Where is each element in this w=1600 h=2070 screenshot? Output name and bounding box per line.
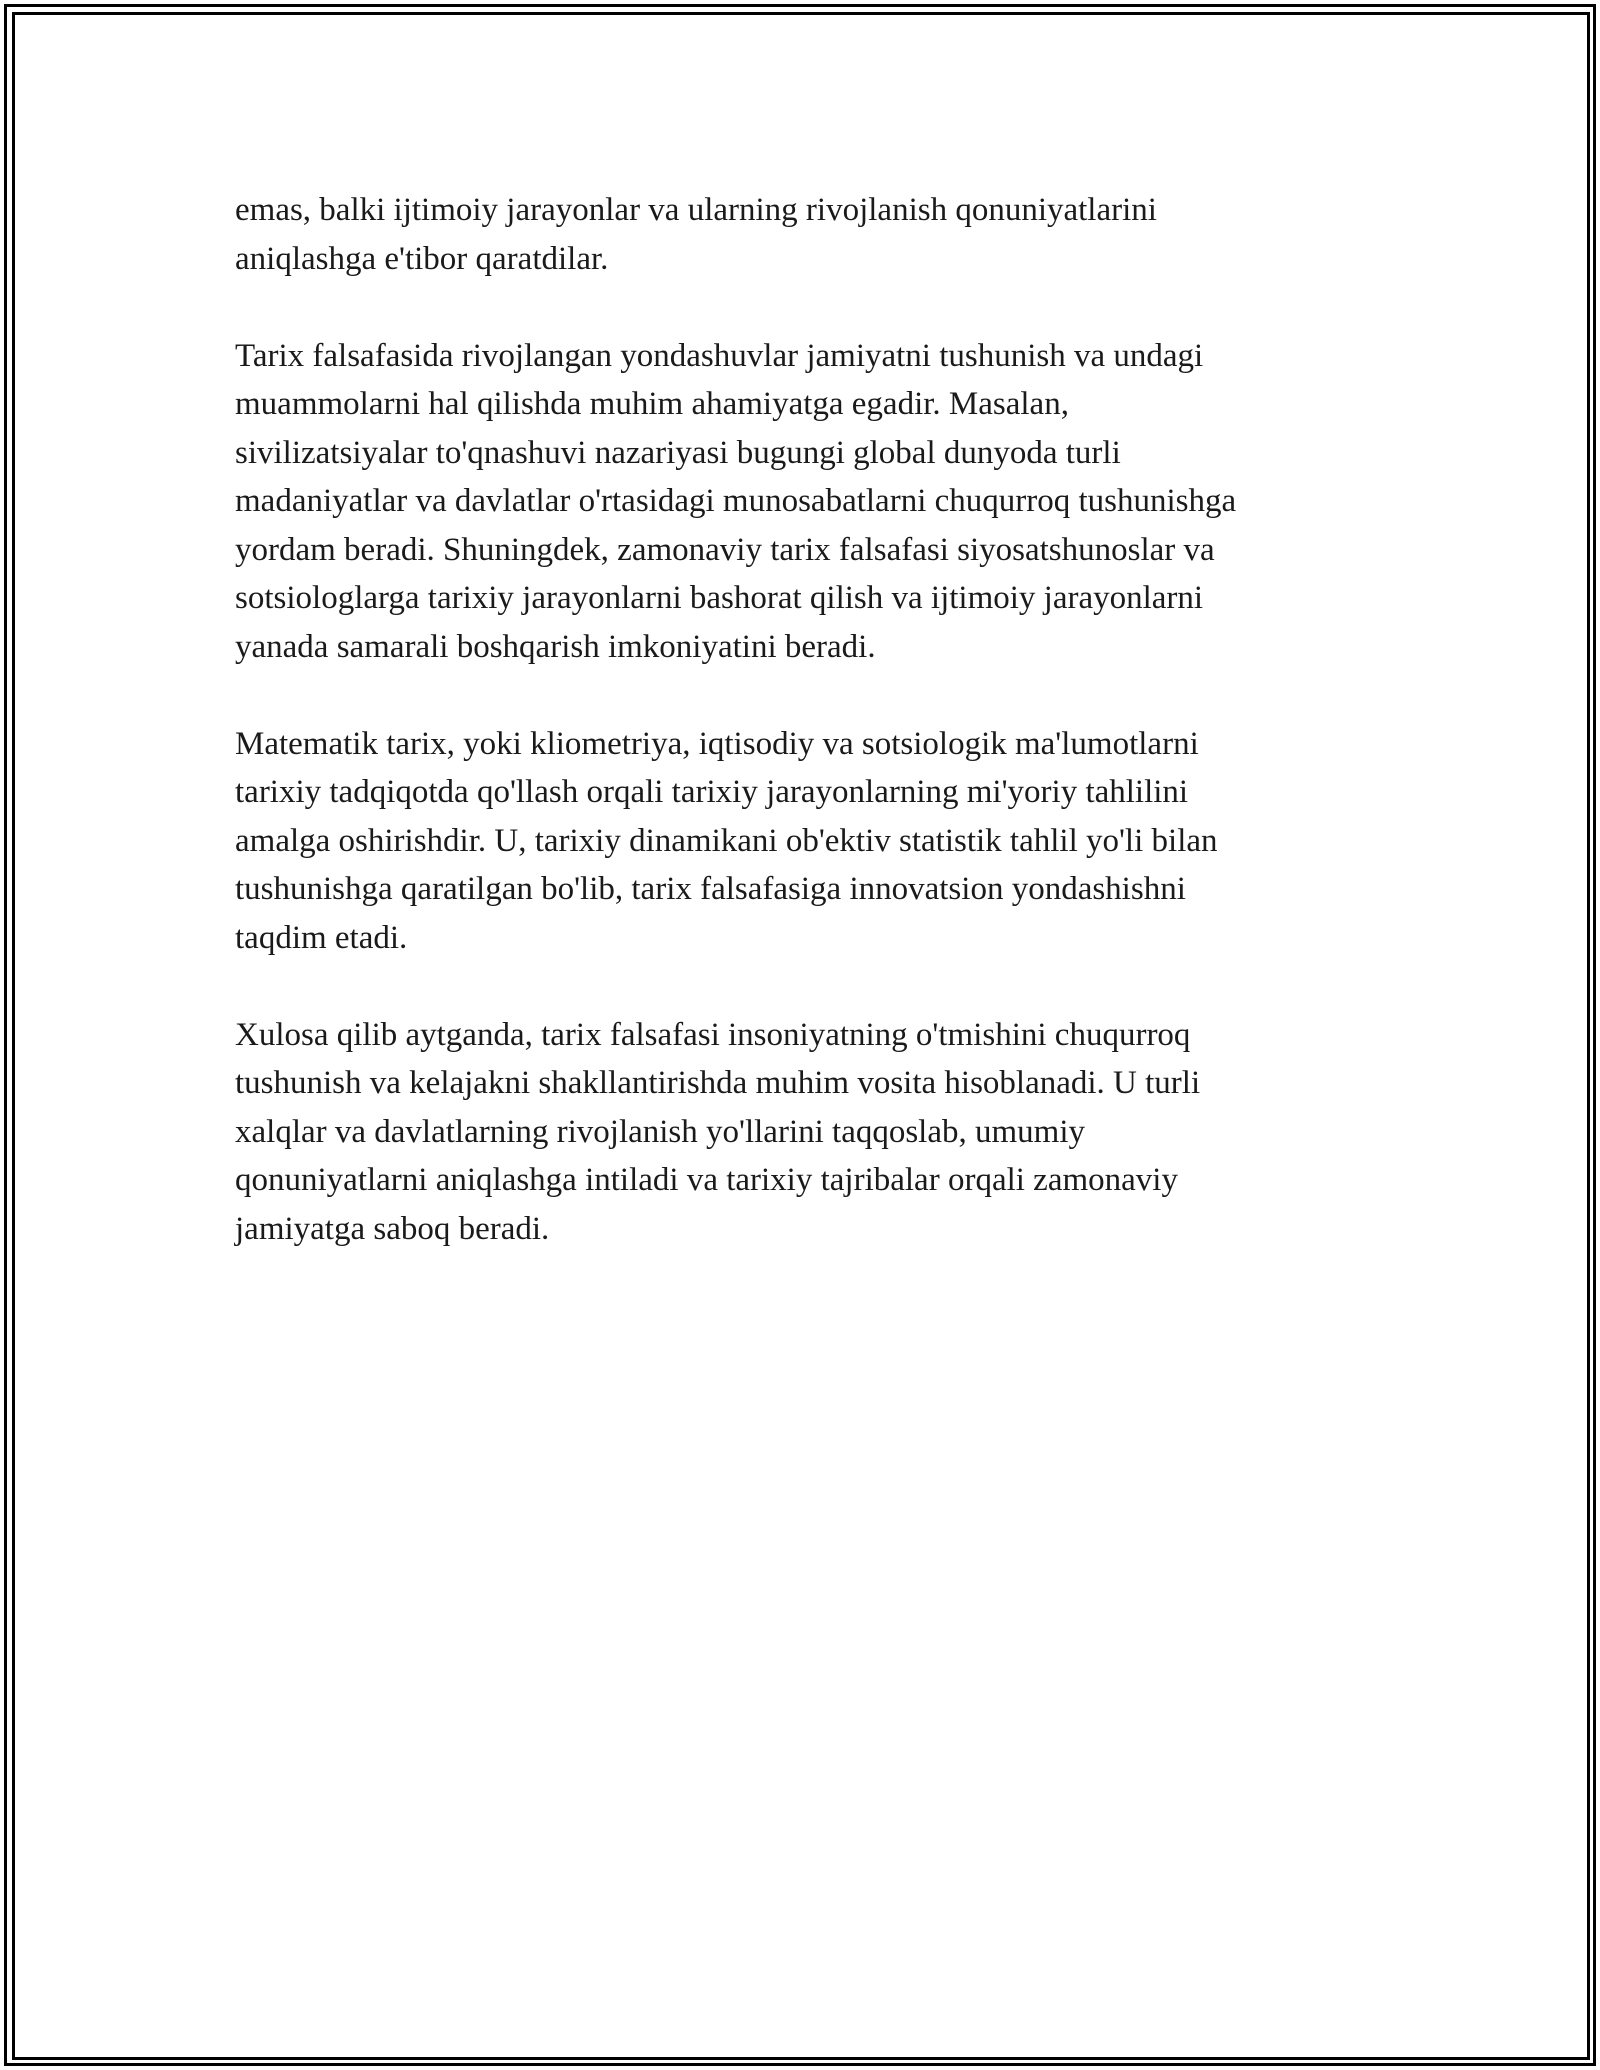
paragraph-1 (235, 186, 1365, 283)
text-line: qonuniyatlarni aniqlashga intiladi va tarixiy tajribalar orqali zamonaviy (235, 1162, 1178, 1198)
text-line: amalga oshirishdir. U, tarixiy dinamikani ob'ektiv statistik tahlil yo'li bilan (235, 822, 1218, 859)
text-line: Xulosa qilib aytganda, tarix falsafasi insoniyatning o'tmishini chuqurroq (235, 1016, 1191, 1053)
text-line: jamiyatga saboq beradi. (235, 1210, 550, 1247)
text-line: tushunishga qaratilgan bo'lib, tarix falsafasiga innovatsion yondashishni (235, 871, 1186, 907)
text-line: Matematik tarix, yoki kliometriya, iqtisodiy va sotsiologik ma'lumotlarni (235, 725, 1199, 762)
text-line: aniqlashga e'tibor qaratdilar. (235, 240, 609, 277)
paragraph-3 (235, 720, 1365, 963)
text-line: taqdim etadi. (235, 919, 408, 956)
document-body (235, 186, 1365, 1302)
text-line: emas, balki ijtimoiy jarayonlar va ularning rivojlanish qonuniyatlarini (235, 192, 1157, 228)
text-line: tushunish va kelajakni shakllantirishda muhim vosita hisoblanadi. U turli (235, 1065, 1201, 1101)
text-line: Tarix falsafasida rivojlangan yondashuvlar jamiyatni tushunish va undagi (235, 337, 1204, 374)
paragraph-4 (235, 1011, 1365, 1254)
text-line: muammolarni hal qilishda muhim ahamiyatga egadir. Masalan, (235, 386, 1069, 422)
text-line: sivilizatsiyalar to'qnashuvi nazariyasi bugungi global dunyoda turli (235, 434, 1121, 471)
text-line: yanada samarali boshqarish imkoniyatini beradi. (235, 628, 876, 665)
text-line: tarixiy tadqiqotda qo'llash orqali tarixiy jarayonlarning mi'yoriy tahlilini (235, 774, 1189, 810)
text-line: madaniyatlar va davlatlar o'rtasidagi munosabatlarni chuqurroq tushunishga (235, 483, 1237, 519)
text-line: sotsiologlarga tarixiy jarayonlarni bashorat qilish va ijtimoiy jarayonlarni (235, 580, 1204, 616)
text-line: xalqlar va davlatlarning rivojlanish yo'llarini taqqoslab, umumiy (235, 1113, 1086, 1150)
paragraph-2 (235, 332, 1365, 672)
text-line: yordam beradi. Shuningdek, zamonaviy tarix falsafasi siyosatshunoslar va (235, 531, 1215, 568)
